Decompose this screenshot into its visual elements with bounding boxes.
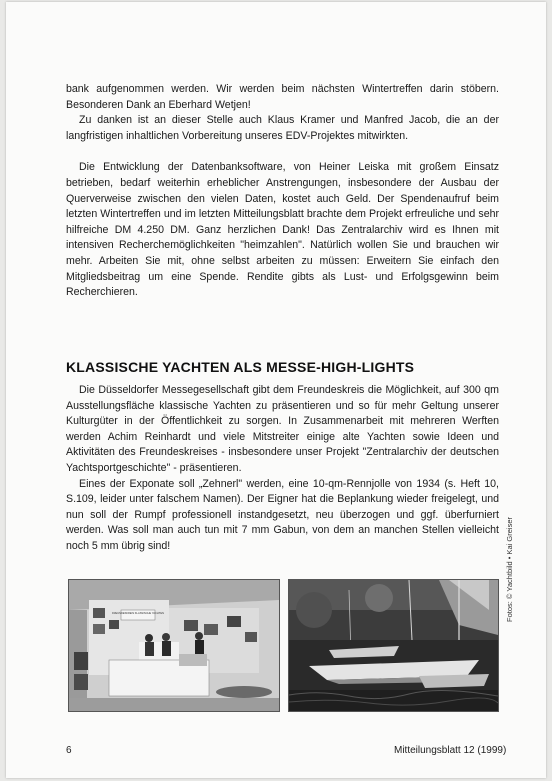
paragraph: bank aufgenommen werden. Wir werden beim nächsten Wintertreffen darin stöbern. Besonderen Dank an Eberhard Wetjen! — [66, 83, 499, 111]
section-heading: KLASSISCHE YACHTEN ALS MESSE-HIGH-LIGHTS — [66, 359, 415, 375]
photo-credit: Fotos: © Yachtbild • Kai Greiser — [505, 517, 514, 622]
paragraph: Die Entwicklung der Datenbanksoftware, von Heiner Leiska mit großem Einsatz betrieben, bedarf weiterhin erheblicher Anstrengungen, insbesondere der Ausbau der Querverweise zwischen den vielen Daten, kostet auch Geld. Der Spendenaufruf beim letzten Wintertreffen und im letzten Mitteilungsblatt brachte dem Projekt erfreuliche und sehr hilfreiche DM 4.250 DM. Ganz herzlichen Dank! Das Zentralarchiv wird es Ihnen mit intensiven Recherchemöglichkeiten "heimzahlen". Natürlich wollen Sie und brauchen wir mehr. Arbeiten Sie mit, ohne selbst arbeiten zu müssen: Erweitern Sie einfach den Mitgliedsbeitrag um eine Spende. Rendite gibts als Lust- und Erfolgsgewinn beim Recherchieren. — [66, 161, 499, 299]
document-page — [6, 2, 546, 778]
text-column-top — [66, 82, 499, 301]
publication-footer: Mitteilungsblatt 12 (1999) — [394, 745, 507, 756]
page-number: 6 — [66, 745, 72, 756]
sailing-yachts-photo — [288, 579, 499, 712]
exhibition-booth-photo — [68, 579, 280, 712]
paragraph: Die Düsseldorfer Messegesellschaft gibt dem Freundeskreis die Möglichkeit, auf 300 qm Ausstellungsfläche klassische Yachten zu präsentieren und so für mehr Geltung unserer Kulturgüter in der Öffentlichkeit zu sorgen. In Zusammenarbeit mit mehreren Werften werden Achim Reinhardt und viele Mitstreiter einige alte Yachten sowie Ideen und Aktivitäten des Freundeskreises - insbesondere unser Projekt "Zentralarchiv der deutschen Yachtsportgeschichte" - präsentieren. — [66, 384, 499, 474]
text-column-section — [66, 383, 499, 555]
paragraph: Zu danken ist an dieser Stelle auch Klaus Kramer und Manfred Jacob, die an der langfristigen inhaltlichen Vorbereitung unseres EDV-Projektes mitwirkten. — [66, 114, 499, 142]
booth-sign-text: FREUNDESKREIS KLASSISCHE YACHTEN — [112, 612, 164, 615]
paragraph: Eines der Exponate soll „Zehnerl" werden, eine 10-qm-Rennjolle von 1934 (s. Heft 10, S.109, leider unter falschem Namen). Der Eigner hat die Beplankung wieder freigelegt, und nun soll der Rumpf professionell instandgesetzt, neu überzogen und ggf. überfurniert werden. Was soll man auch tun mit 7 mm Gabun, von dem an manchen Stellen vielleicht noch 5 mm übrig sind! — [66, 477, 499, 552]
